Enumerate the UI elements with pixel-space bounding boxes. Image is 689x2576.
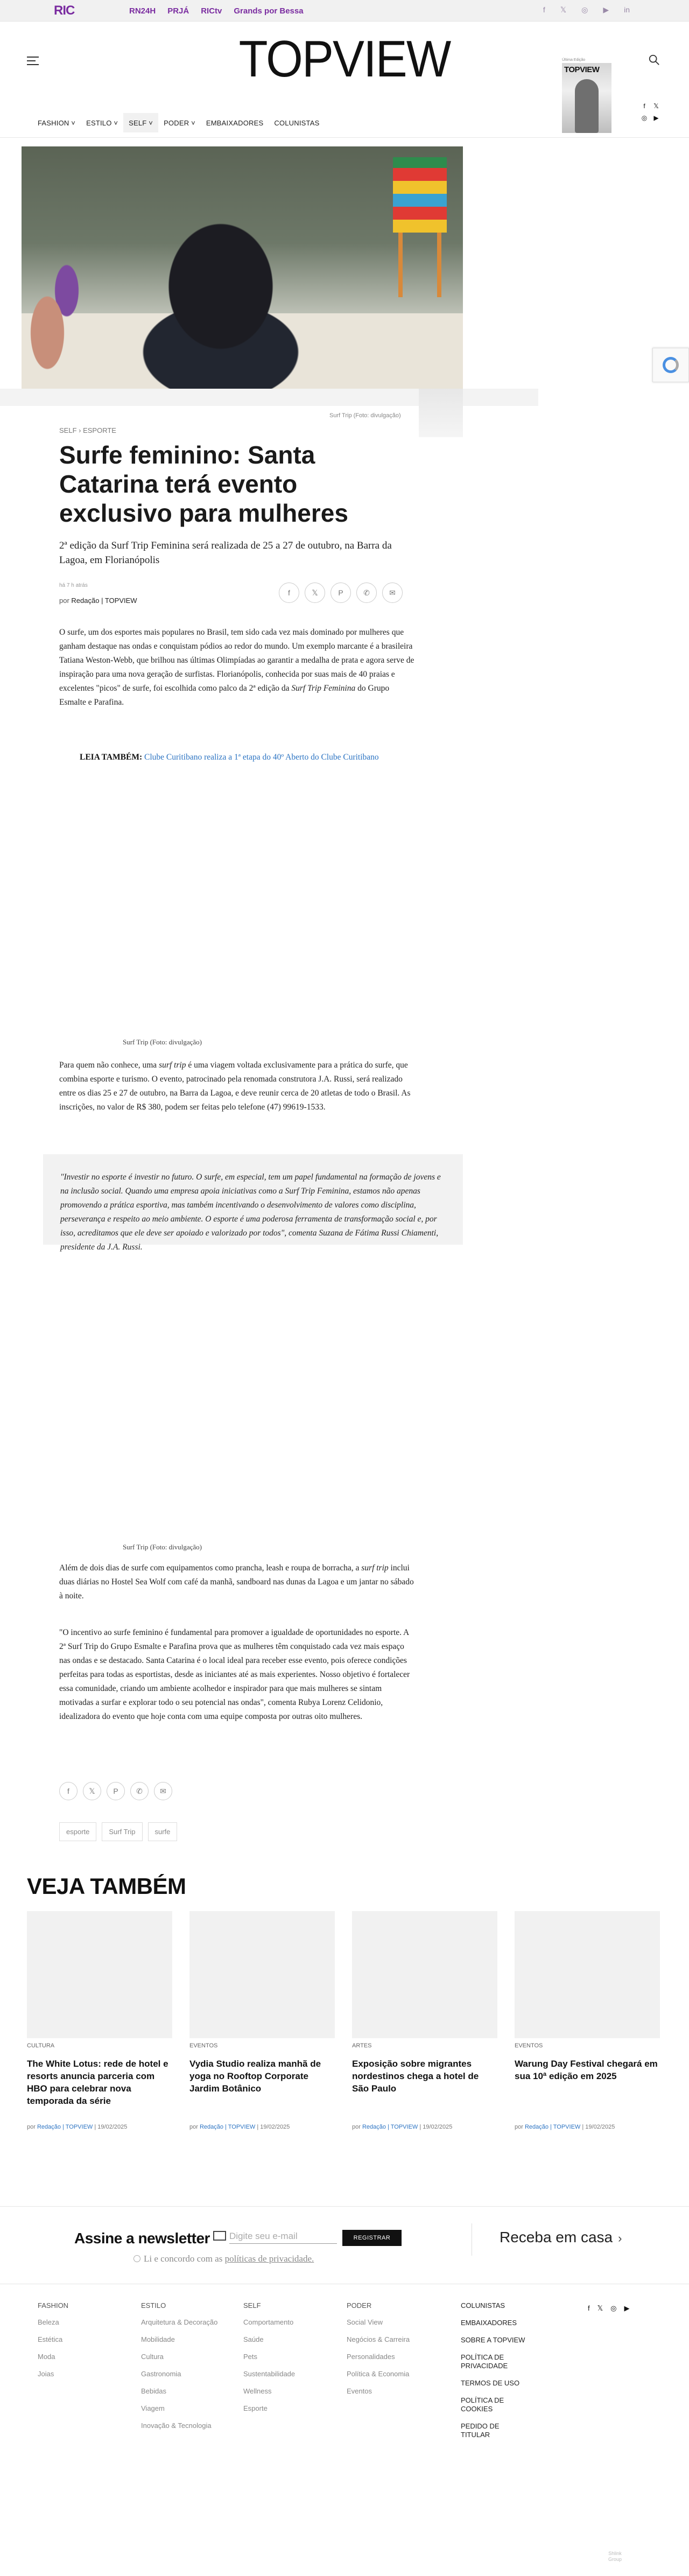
related-card-title[interactable]: The White Lotus: rede de hotel e resorts anuncia parceria com HBO para celebrar nova temporada da série xyxy=(27,2059,168,2106)
footer-link[interactable]: Cultura xyxy=(141,2353,164,2361)
recaptcha-badge[interactable] xyxy=(652,348,689,382)
search-icon[interactable] xyxy=(648,54,660,66)
nav-fashion[interactable]: FASHION ˅ xyxy=(38,119,76,127)
footer-link[interactable]: Viagem xyxy=(141,2404,165,2412)
footer-link[interactable]: Esporte xyxy=(243,2404,268,2412)
article-author[interactable]: Redação | TOPVIEW xyxy=(71,596,137,605)
newsletter-email-input[interactable] xyxy=(229,2229,337,2244)
footer-link[interactable]: Inovação & Tecnologia xyxy=(141,2421,212,2430)
related-card[interactable] xyxy=(352,1911,497,2130)
article-paragraph-1: O surfe, um dos esportes mais populares no Brasil, tem sido cada vez mais dominado por mulheres que ganham destaque nas ondas e conquistam pódios ao redor do mundo. Um exemplo marcante é a brasileira Tatiana Weston-Webb, que brilhou nas últimas Olimpíadas ao garantir a medalha de prata e agora serve de inspiração para uma nova geração de surfistas. Florianópolis, conhecida por suas mais de 40 praias e excelentes "picos" de surfe, foi escolhida como palco da 2ª edição da Surf Trip Feminina do Grupo Esmalte e Parafina. xyxy=(59,628,414,707)
youtube-icon[interactable]: ▶ xyxy=(653,114,659,122)
linkedin-icon[interactable]: in xyxy=(624,5,630,14)
footer-link[interactable]: Estética xyxy=(38,2335,63,2343)
lifeguard-tower xyxy=(393,157,447,297)
header-divider xyxy=(0,137,689,138)
hero-image xyxy=(22,146,463,389)
nav-embaixadores[interactable]: EMBAIXADORES xyxy=(206,119,264,127)
ric-logo[interactable] xyxy=(54,3,74,18)
article-paragraph-2: Para quem não conhece, uma surf trip é uma viagem voltada exclusivamente para a prática do surfe, que combina esporte e turismo. O evento, patrocinado pela renomada construtora J.A. Russi, será realizado entre os dias 25 e 27 de outubro, na Barra da Lagoa, e deve reunir cerca de 20 atletas de todo o Brasil. As inscrições, no valor de R$ 380, podem ser feitas pelo telefone (47) 99619-1533. xyxy=(59,1061,411,1112)
topview-logo[interactable]: TOPVIEW xyxy=(238,30,451,88)
nav-poder[interactable]: PODER ˅ xyxy=(164,119,195,127)
newsletter-consent: Li e concordo com as políticas de privacidade. xyxy=(133,2254,314,2264)
article-image-1 xyxy=(59,786,414,1034)
network-link-rictv[interactable]: RICtv xyxy=(201,6,222,16)
mail-icon xyxy=(213,2231,226,2241)
related-card[interactable] xyxy=(515,1911,660,2130)
network-link-prja[interactable]: PRJÁ xyxy=(167,6,189,16)
footer-link[interactable]: Wellness xyxy=(243,2387,272,2395)
main-nav xyxy=(32,113,325,132)
footer-link[interactable]: Gastronomia xyxy=(141,2370,181,2378)
side-thumbnail xyxy=(419,389,463,437)
footer-col-head[interactable]: FASHION xyxy=(38,2301,69,2310)
share-pinterest-icon[interactable]: P xyxy=(107,1782,125,1800)
related-card-meta: por Redação | TOPVIEW | 19/02/2025 xyxy=(27,2124,128,2130)
consent-checkbox[interactable] xyxy=(133,2255,140,2262)
nav-colunistas[interactable]: COLUNISTAS xyxy=(274,119,320,127)
related-card-thumb[interactable] xyxy=(352,1911,497,2038)
footer-col-head[interactable]: ESTILO xyxy=(141,2301,166,2310)
recaptcha-icon xyxy=(663,357,679,373)
article-subtitle: 2ª edição da Surf Trip Feminina será realizada de 25 a 27 de outubro, na Barra da Lagoa, em Florianópolis xyxy=(59,540,392,566)
footer-link[interactable]: Bebidas xyxy=(141,2387,166,2395)
related-card-title[interactable]: Warung Day Festival chegará em sua 10ª edição em 2025 xyxy=(515,2059,658,2081)
footer-link-privacidade[interactable]: POLÍTICA DE PRIVACIDADE xyxy=(461,2353,508,2370)
footer-col-head[interactable]: SELF xyxy=(243,2301,261,2310)
related-card-category[interactable]: EVENTOS xyxy=(515,2042,543,2049)
magazine-cover[interactable] xyxy=(562,63,611,133)
share-row-top xyxy=(279,582,403,603)
related-card-thumb[interactable] xyxy=(189,1911,335,2038)
related-card[interactable] xyxy=(189,1911,335,2130)
newsletter-divider-top xyxy=(0,2206,689,2207)
leia-tambem: LEIA TAMBÉM: Clube Curitibano realiza a 1ª etapa do 40º Aberto do Clube Curitibano xyxy=(80,753,379,762)
share-row-bottom xyxy=(59,1782,172,1800)
footer-link[interactable]: Personalidades xyxy=(347,2353,395,2361)
article-tags xyxy=(59,1822,177,1841)
receba-em-casa-link[interactable]: Receba em casa › xyxy=(500,2229,622,2245)
related-card[interactable] xyxy=(27,1911,172,2130)
share-email-icon[interactable]: ✉ xyxy=(154,1782,172,1800)
related-card-thumb[interactable] xyxy=(515,1911,660,2038)
footer-link-termos[interactable]: TERMOS DE USO xyxy=(461,2379,520,2387)
instagram-icon[interactable]: ◎ xyxy=(581,5,588,14)
magazine-cover-title: TOPVIEW xyxy=(564,65,600,74)
network-links xyxy=(129,6,304,16)
footer-link[interactable]: Negócios & Carreira xyxy=(347,2335,410,2343)
facebook-icon[interactable]: f xyxy=(543,5,545,14)
magazine-caption: Última Edição xyxy=(562,58,586,62)
footer-link[interactable]: Moda xyxy=(38,2353,55,2361)
article-time: há 7 h atrás xyxy=(59,582,88,588)
related-card-title[interactable]: Vydia Studio realiza manhã de yoga no Rooftop Corporate Jardim Botânico xyxy=(189,2059,321,2094)
instagram-icon[interactable]: ◎ xyxy=(610,2304,617,2312)
tag-esporte[interactable]: esporte xyxy=(59,1822,96,1841)
article-title: Surfe feminino: Santa Catarina terá evento exclusivo para mulheres xyxy=(59,441,348,527)
share-pinterest-icon[interactable]: P xyxy=(331,582,351,603)
related-card-meta: por Redação | TOPVIEW | 19/02/2025 xyxy=(189,2124,290,2130)
share-whatsapp-icon[interactable]: ✆ xyxy=(356,582,377,603)
share-facebook-icon[interactable]: f xyxy=(59,1782,78,1800)
footer-link-cookies[interactable]: POLÍTICA DE COOKIES xyxy=(461,2396,504,2413)
footer-col-self xyxy=(243,2301,295,2417)
twitter-icon[interactable]: 𝕏 xyxy=(597,2304,603,2312)
header-socials xyxy=(638,102,662,122)
hero-caption: Surf Trip (Foto: divulgação) xyxy=(329,412,401,419)
breadcrumb-section[interactable]: SELF xyxy=(59,426,77,434)
instagram-icon[interactable]: ◎ xyxy=(641,114,648,122)
footer-link[interactable]: Arquitetura & Decoração xyxy=(141,2318,218,2326)
footer-link[interactable]: Pets xyxy=(243,2353,258,2361)
related-card-category[interactable]: CULTURA xyxy=(27,2042,55,2049)
image-caption-2: Surf Trip (Foto: divulgação) xyxy=(123,1543,202,1551)
magazine-promo[interactable] xyxy=(562,58,616,133)
youtube-icon[interactable]: ▶ xyxy=(624,2304,630,2312)
chevron-right-icon: › xyxy=(618,2231,622,2245)
related-card-meta: por Redação | TOPVIEW | 19/02/2025 xyxy=(352,2124,453,2130)
related-card-thumb[interactable] xyxy=(27,1911,172,2038)
share-twitter-icon[interactable]: 𝕏 xyxy=(83,1782,101,1800)
footer-col-institutional xyxy=(461,2301,525,2448)
breadcrumb-sub[interactable]: ESPORTE xyxy=(83,426,116,434)
twitter-icon[interactable]: 𝕏 xyxy=(560,5,567,14)
related-card-category[interactable]: ARTES xyxy=(352,2042,372,2049)
nav-estilo[interactable]: ESTILO ˅ xyxy=(86,119,118,127)
tag-surf-trip[interactable]: Surf Trip xyxy=(102,1822,142,1841)
newsletter-register-button[interactable]: REGISTRAR xyxy=(342,2230,402,2246)
twitter-icon[interactable]: 𝕏 xyxy=(653,102,659,110)
share-twitter-icon[interactable]: 𝕏 xyxy=(305,582,325,603)
article-image-2 xyxy=(59,1254,414,1534)
footer-link-sobre[interactable]: SOBRE A TOPVIEW xyxy=(461,2336,525,2344)
footer-link[interactable]: Saúde xyxy=(243,2335,264,2343)
article-quote: "Investir no esporte é investir no futuro. O surfe, em especial, tem um papel fundamental na formação de jovens e na inclusão social. Quando uma empresa apoia iniciativas como a Surf Trip Feminina, estamos não apenas promovendo a prática esportiva, mas também incentivando o desenvolvimento de valores como disciplina, perseverança e respeito ao meio ambiente. O esporte é uma poderosa ferramenta de transformação social e, por isso, acreditamos que ele deve ser apoiado e valorizado por todos", comenta Suzana de Fátima Russi Chiamenti, presidente da J.A. Russi. xyxy=(43,1154,463,1245)
footer-mark: Shlink Group xyxy=(608,2551,622,2562)
footer-col-fashion xyxy=(38,2301,68,2383)
footer-link-colunistas[interactable]: COLUNISTAS xyxy=(461,2301,505,2310)
related-card-meta: por Redação | TOPVIEW | 19/02/2025 xyxy=(515,2124,615,2130)
article-paragraph-3: Além de dois dias de surfe com equipamentos como prancha, leash e roupa de borracha, a surf trip inclui duas diárias no Hostel Sea Wolf com café da manhã, sandboard nas dunas da Lagoa e um jantar no sábado à noite. xyxy=(59,1563,414,1601)
network-link-grands[interactable]: Grands por Bessa xyxy=(234,6,304,16)
image-caption-1: Surf Trip (Foto: divulgação) xyxy=(123,1038,202,1046)
footer-link[interactable]: Joias xyxy=(38,2370,54,2378)
privacy-policy-link[interactable]: políticas de privacidade. xyxy=(224,2254,314,2264)
footer-link-titular[interactable]: PEDIDO DE TITULAR xyxy=(461,2422,500,2439)
footer-col-poder xyxy=(347,2301,410,2400)
footer-link[interactable]: Beleza xyxy=(38,2318,59,2326)
footer-col-estilo xyxy=(141,2301,217,2434)
share-whatsapp-icon[interactable]: ✆ xyxy=(130,1782,149,1800)
share-email-icon[interactable]: ✉ xyxy=(382,582,403,603)
facebook-icon[interactable]: f xyxy=(643,102,645,110)
nav-self[interactable]: SELF ˅ xyxy=(123,113,158,132)
network-link-rn24h[interactable]: RN24H xyxy=(129,6,156,16)
network-topbar xyxy=(0,0,689,22)
veja-tambem-title: VEJA TAMBÉM xyxy=(27,1873,186,1899)
footer-link[interactable]: Mobilidade xyxy=(141,2335,175,2343)
footer-link-embaixadores[interactable]: EMBAIXADORES xyxy=(461,2319,517,2327)
footer-socials xyxy=(588,2304,629,2313)
magazine-cover-figure xyxy=(575,79,599,133)
article-byline: por Redação | TOPVIEW xyxy=(59,596,137,605)
tag-surfe[interactable]: surfe xyxy=(148,1822,178,1841)
ric-logo-text: RIC xyxy=(54,3,75,18)
facebook-icon[interactable]: f xyxy=(588,2304,590,2312)
related-card-title[interactable]: Exposição sobre migrantes nordestinos chega a hotel de São Paulo xyxy=(352,2059,479,2094)
footer-link[interactable]: Social View xyxy=(347,2318,383,2326)
topbar-socials xyxy=(543,5,630,15)
footer-col-head[interactable]: PODER xyxy=(347,2301,372,2310)
newsletter-title: Assine a newsletter xyxy=(74,2230,210,2247)
youtube-icon[interactable]: ▶ xyxy=(603,5,609,14)
share-facebook-icon[interactable]: f xyxy=(279,582,299,603)
article-paragraph-4: "O incentivo ao surfe feminino é fundamental para promover a igualdade de oportunidades no esporte. A 2ª Surf Trip do Grupo Esmalte e Parafina prova que as mulheres têm conquistado cada vez mais espaço nas ondas e se destacado. Santa Catarina é o local ideal para receber esse evento, pois oferece condições perfeitas para todas as esportistas, desde as iniciantes até as mais experientes. Nosso objetivo é fortalecer essa comunidade, criando um ambiente acolhedor e inspirador para que mais mulheres se sintam motivadas a surfar e explorar todo o seu potencial nas ondas", comenta Rubya Lorenz Celidonio, idealizadora do evento que hoje conta com uma equipe composta por outras oito mulheres. xyxy=(59,1628,410,1721)
footer-link[interactable]: Comportamento xyxy=(243,2318,294,2326)
breadcrumb: SELF › ESPORTE xyxy=(59,426,116,434)
related-card-category[interactable]: EVENTOS xyxy=(189,2042,218,2049)
leia-tambem-link[interactable]: Clube Curitibano realiza a 1ª etapa do 40º Aberto do Clube Curitibano xyxy=(144,753,379,762)
footer-link[interactable]: Eventos xyxy=(347,2387,372,2395)
footer-link[interactable]: Sustentabilidade xyxy=(243,2370,296,2378)
footer-link[interactable]: Política & Economia xyxy=(347,2370,410,2378)
